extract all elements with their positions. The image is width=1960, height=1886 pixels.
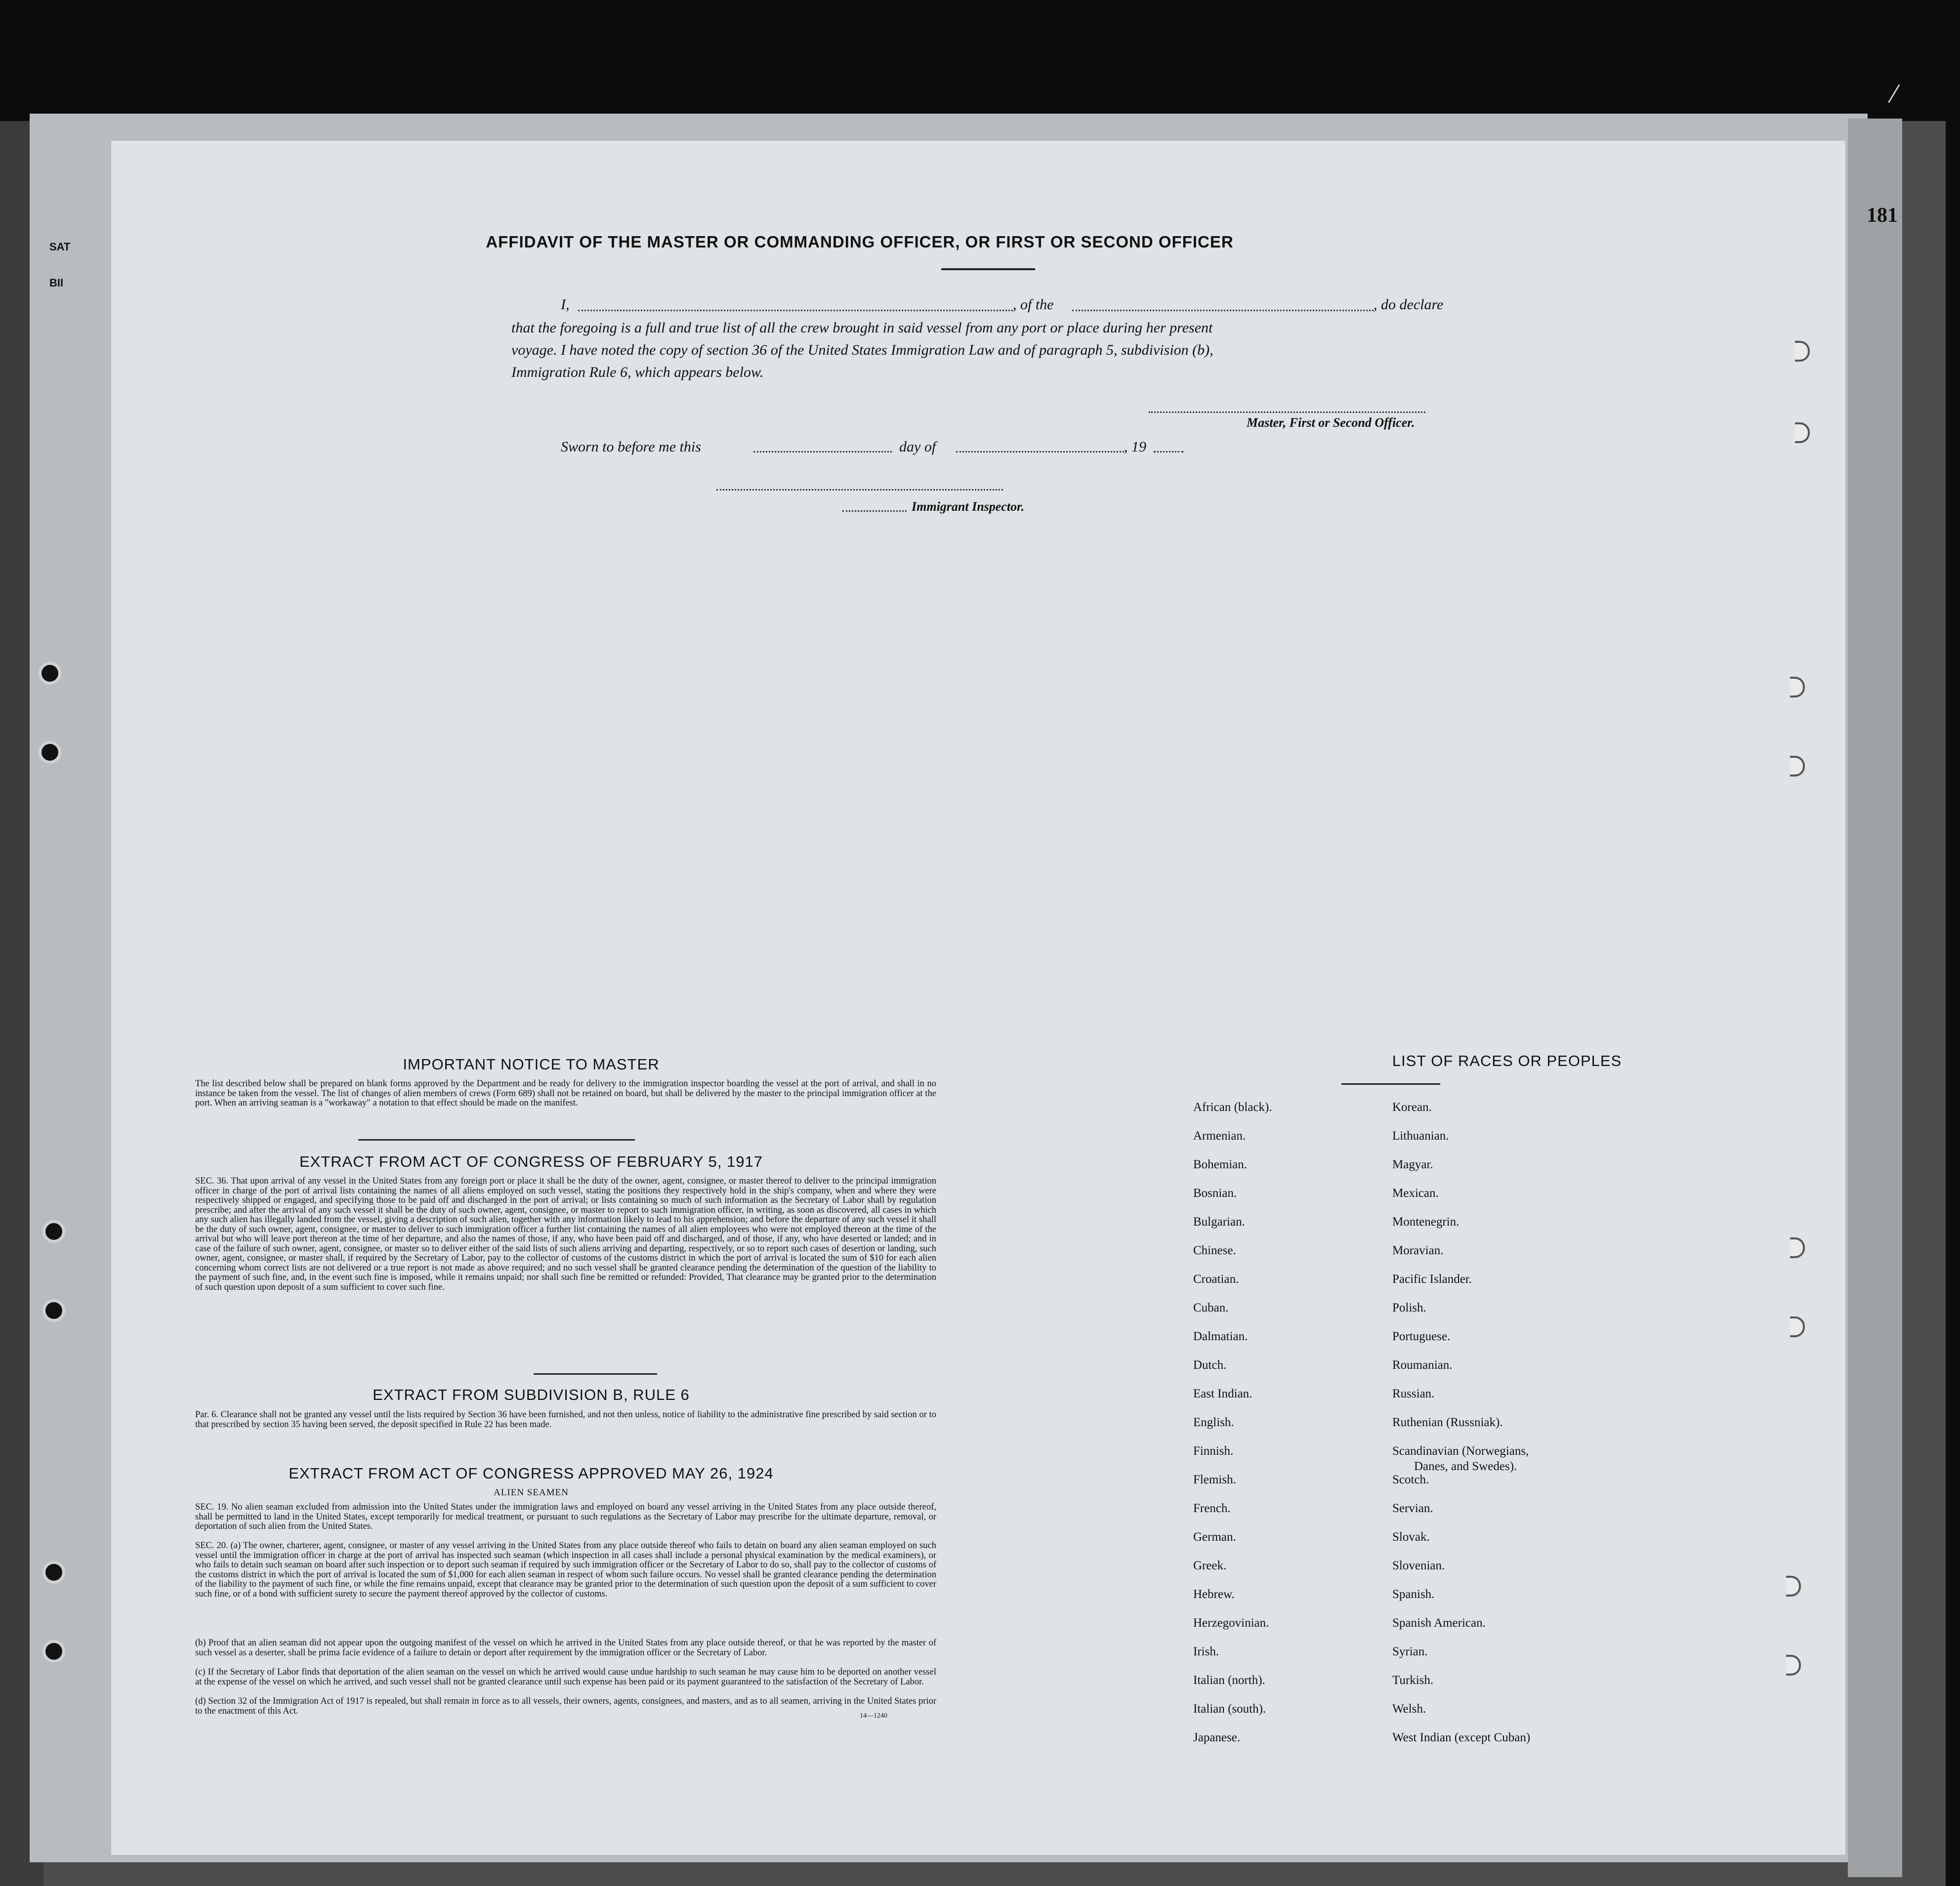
race-item: Croatian. <box>1193 1272 1239 1286</box>
title-rule <box>941 268 1035 270</box>
race-item: Hebrew. <box>1193 1588 1235 1601</box>
race-item: Moravian. <box>1392 1244 1444 1257</box>
race-continuation: Danes, and Swedes). <box>1414 1460 1517 1473</box>
day-blank[interactable] <box>753 451 892 452</box>
race-item: Welsh. <box>1392 1702 1426 1716</box>
sworn-year: , 19 <box>1124 439 1146 455</box>
race-item: Italian (north). <box>1193 1674 1265 1687</box>
punch-hole <box>1786 1576 1801 1597</box>
punch-hole <box>1795 422 1810 443</box>
affidavit-line-2: that the foregoing is a full and true list of all the crew brought in said vessel from any port or place during her present <box>511 320 1213 336</box>
race-item: English. <box>1193 1416 1234 1429</box>
race-item: German. <box>1193 1530 1236 1544</box>
race-item: Japanese. <box>1193 1731 1241 1744</box>
races-title: LIST OF RACES OR PEOPLES <box>1392 1052 1622 1069</box>
race-item: Bosnian. <box>1193 1187 1237 1200</box>
race-item: Dutch. <box>1193 1358 1227 1372</box>
race-item: Scandinavian (Norwegians, <box>1392 1444 1529 1458</box>
race-item: Cuban. <box>1193 1301 1229 1314</box>
notice-body: The list described below shall be prepared on blank forms approved by the Department and be ready for delivery to the immigration inspector boarding the vessel at the port of arrival, and shall in no instance be taken from the vessel. The list of changes of alien members of crews (Form 689) shall not be retained on board, but shall be delivered by the master to the principal immigration officer at the port. When an arriving seaman is a "workaway" a notation to that effect should be made on the manifest. <box>195 1079 936 1108</box>
inspector-signature-line[interactable] <box>716 489 1003 491</box>
punch-hole <box>1795 341 1810 362</box>
race-item: Italian (south). <box>1193 1702 1266 1716</box>
race-item: Montenegrin. <box>1392 1215 1460 1229</box>
notice-title: IMPORTANT NOTICE TO MASTER <box>403 1056 660 1073</box>
sec-20b: (b) Proof that an alien seaman did not appear upon the outgoing manifest of the vessel on which he arrived in the United States from any place outside thereof, or that he was reported by the master of such vessel as a deserter, shall be prima facie evidence of a failure to detain or deport after requirement by the immigration officer or the Secretary of Labor. <box>195 1638 936 1658</box>
race-item: West Indian (except Cuban) <box>1392 1731 1531 1744</box>
margin-stub: BII <box>49 277 64 289</box>
race-item: Irish. <box>1193 1645 1219 1658</box>
race-item: Magyar. <box>1392 1158 1433 1171</box>
race-item: Finnish. <box>1193 1444 1234 1458</box>
binder-hole <box>42 1561 65 1584</box>
race-item: Slovenian. <box>1392 1559 1445 1572</box>
race-item: East Indian. <box>1193 1387 1252 1400</box>
race-item: Ruthenian (Russniak). <box>1392 1416 1503 1429</box>
sworn-prefix: Sworn to before me this <box>561 439 701 455</box>
race-item: Russian. <box>1392 1387 1435 1400</box>
year-blank[interactable] <box>1154 451 1183 452</box>
race-item: Spanish American. <box>1392 1616 1486 1630</box>
race-item: Polish. <box>1392 1301 1426 1314</box>
race-item: Pacific Islander. <box>1392 1272 1472 1286</box>
punch-hole <box>1790 677 1805 697</box>
binder-hole <box>39 662 61 685</box>
affidavit-line-4: Immigration Rule 6, which appears below. <box>511 364 764 380</box>
section-rule <box>534 1373 657 1375</box>
affidavit-of-the: , of the <box>1013 296 1054 313</box>
margin-stub: SAT <box>49 241 71 253</box>
inspector-label: Immigrant Inspector. <box>912 499 1025 514</box>
manifest-page <box>111 141 1845 1855</box>
race-item: French. <box>1193 1502 1231 1515</box>
race-item: Portuguese. <box>1392 1330 1451 1343</box>
extract-1924-title: EXTRACT FROM ACT OF CONGRESS APPROVED MAY 26, 1924 <box>289 1465 774 1482</box>
binder-hole <box>39 741 61 764</box>
extract-1917-body: SEC. 36. That upon arrival of any vessel in the United States from any foreign port or place it shall be the duty of the owner, agent, consignee, or master thereof to deliver to the principal immigration officer in charge of the port of arrival lists containing the names of all aliens employed on such vessel, stating the positions they respectively hold in the ship's company, when and where they were respectively shipped or engaged, and specifying those to be paid off and discharged in the port of arrival; or lists containing so much of such information as the Secretary of Labor shall by regulation prescribe; and after the arrival of any such vessel it shall be the duty of such owner, agent, consignee, or master to report to such immigration officer, in writing, as soon as discovered, all cases in which any such alien has illegally landed from the vessel, giving a description of such alien, together with any information likely to lead to his apprehension; and before the departure of any such vessel it shall be the duty of such owner, agent, consignee, or master to deliver to such immigration officer a further list containing the names of all alien employees who were not employed thereon at the time of the arrival but who will leave port thereon at the time of her departure, and also the names of those, if any, who have been paid off and discharged, and of those, if any, who have deserted or landed; and in case of the failure of such owner, agent, consignee, or master so to deliver either of the said lists of such aliens arriving and departing, respectively, or so to report such cases of desertion or landing, such owner, agent, consignee, or master shall, if required by the Secretary of Labor, pay to the collector of customs of the customs district in which the port of arrival is located the sum of $10 for each alien concerning whom correct lists are not delivered or a true report is not made as above required; and no such vessel shall be granted clearance pending the determination of the question of the liability to the payment of such fine, and, in the event such fine is imposed, while it remains unpaid; nor shall such fine be remitted or refunded: Provided, That clearance may be granted prior to the determination of such question upon deposit of a sum sufficient to cover such fine. <box>195 1176 936 1292</box>
affidavit-do-declare: , do declare <box>1374 296 1444 313</box>
punch-hole <box>1790 756 1805 777</box>
page-number: 181 <box>1867 204 1898 227</box>
master-signature-line[interactable] <box>1149 411 1425 413</box>
race-item: Spanish. <box>1392 1588 1435 1601</box>
extract-1924-subtitle: ALIEN SEAMEN <box>494 1487 569 1498</box>
race-item: Herzegovinian. <box>1193 1616 1269 1630</box>
extract-rule6-body: Par. 6. Clearance shall not be granted any vessel until the lists required by Section 36 have been furnished, and not then unless, notice of liability to the administrative fine prescribed by said section or to that prescribed by section 35 having been served, the deposit specified in Rule 22 has been made. <box>195 1410 936 1430</box>
race-item: Mexican. <box>1392 1187 1439 1200</box>
race-item: Flemish. <box>1193 1473 1236 1486</box>
name-blank[interactable] <box>578 310 1013 311</box>
punch-hole <box>1790 1237 1805 1258</box>
race-item: Armenian. <box>1193 1129 1246 1143</box>
race-item: Dalmatian. <box>1193 1330 1248 1343</box>
race-item: Servian. <box>1392 1502 1433 1515</box>
race-item: Syrian. <box>1392 1645 1428 1658</box>
binder-hole <box>42 1299 65 1322</box>
section-rule <box>358 1139 635 1141</box>
extract-rule6-title: EXTRACT FROM SUBDIVISION B, RULE 6 <box>373 1386 690 1403</box>
sec-20c: (c) If the Secretary of Labor finds that deportation of the alien seaman on the vessel on which he arrived would cause undue hardship to such seaman he may cause him to be deported on another vessel at the expense of the vessel on which he arrived, and such vessel shall not be granted clearance until such expense has been paid or its payment guaranteed to the satisfaction of the Secretary of Labor. <box>195 1667 936 1687</box>
race-item: Bulgarian. <box>1193 1215 1245 1229</box>
race-item: Slovak. <box>1392 1530 1430 1544</box>
race-item: Greek. <box>1193 1559 1227 1572</box>
sec-19: SEC. 19. No alien seaman excluded from admission into the United States under the immigration laws and employed on board any vessel arriving in the United States from any place outside thereof, shall be permitted to land in the United States, except temporarily for medical treatment, or pursuant to such regulations as the Secretary of Labor may prescribe for the ultimate departure, removal, or deportation of such alien from the United States. <box>195 1502 936 1531</box>
page-edge-strip <box>1848 119 1902 1877</box>
punch-hole <box>1786 1655 1801 1676</box>
race-item: Scotch. <box>1392 1473 1429 1486</box>
punch-hole <box>1790 1316 1805 1337</box>
race-item: Korean. <box>1392 1101 1432 1114</box>
race-item: Chinese. <box>1193 1244 1236 1257</box>
inspector-dash <box>842 510 907 512</box>
corner-tick: / <box>1886 76 1902 111</box>
race-item: African (black). <box>1193 1101 1272 1114</box>
race-item: Bohemian. <box>1193 1158 1248 1171</box>
affidavit-i: I, <box>561 296 570 313</box>
race-item: Turkish. <box>1392 1674 1434 1687</box>
sec-20a: SEC. 20. (a) The owner, charterer, agent, consignee, or master of any vessel arriving in the United States from any place outside thereof who fails to detain on board any alien seaman employed on such vessel until the immigration officer in charge at the port of arrival has inspected such seaman (which inspection in all cases shall include a personal physical examination by the medical examiners), or who fails to detain such seaman on board after such inspection or to deport such seaman if required by such immigration officer or the Secretary of Labor to do so, shall pay to the collector of customs of the customs district in which the port of arrival is located the sum of $1,000 for each alien seaman in respect of whom such failure occurs. No vessel shall be granted clearance pending the determination of the liability to the payment of such fine, or while the fine remains unpaid, except that clearance may be granted prior to the determination of such question upon the deposit of a sum sufficient to cover such fine, or of a bond with sufficient surety to secure the payment thereof approved by the collector of customs. <box>195 1541 936 1599</box>
binder-hole <box>42 1640 65 1663</box>
form-number: 14—1240 <box>860 1712 887 1720</box>
master-signature-label: Master, First or Second Officer. <box>1247 415 1415 430</box>
sec-20d: (d) Section 32 of the Immigration Act of 1917 is repealed, but shall remain in force as to all vessels, their owners, agents, consignees, and masters, and as to all seamen, arriving in the United States prior to the enactment of this Act. <box>195 1696 936 1716</box>
sworn-day-of: day of <box>899 439 936 455</box>
vessel-blank[interactable] <box>1072 310 1374 311</box>
affidavit-title: AFFIDAVIT OF THE MASTER OR COMMANDING OFFICER, OR FIRST OR SECOND OFFICER <box>486 233 1234 251</box>
race-item: Lithuanian. <box>1392 1129 1449 1143</box>
extract-1917-title: EXTRACT FROM ACT OF CONGRESS OF FEBRUARY 5, 1917 <box>299 1153 763 1170</box>
binder-hole <box>42 1220 65 1243</box>
affidavit-line-3: voyage. I have noted the copy of section 36 of the United States Immigration Law and of paragraph 5, subdivision (b), <box>511 342 1213 358</box>
races-rule <box>1341 1083 1440 1085</box>
month-blank[interactable] <box>956 451 1124 452</box>
race-item: Roumanian. <box>1392 1358 1453 1372</box>
